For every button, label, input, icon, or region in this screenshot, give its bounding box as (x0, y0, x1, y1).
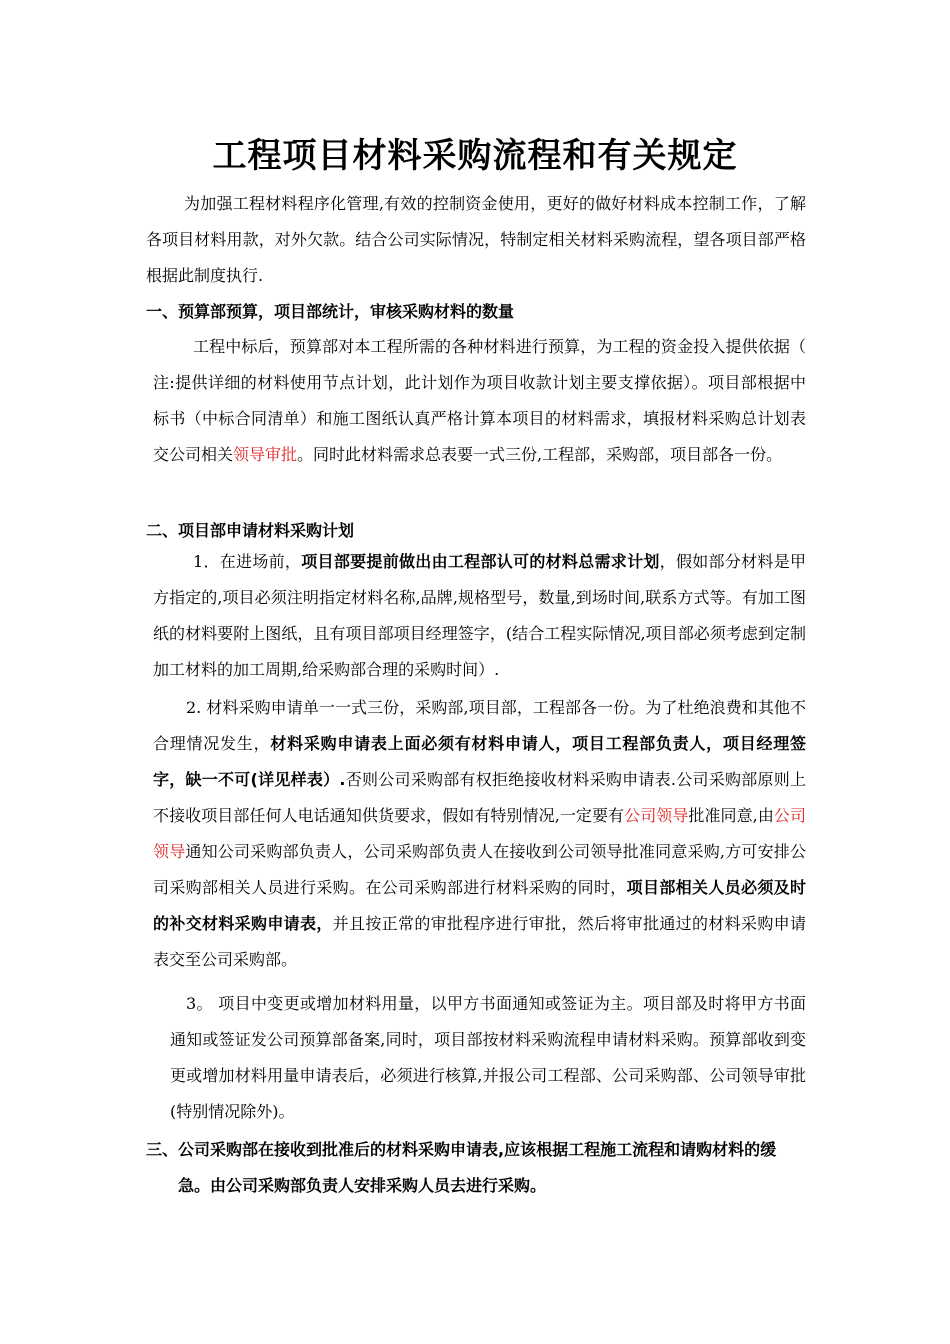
item-2-text-5: 并且按正常的审批程序进行审批，然后将审批通过的材料采购申请表交至公司采购部。 (153, 914, 806, 969)
item-2-text-1: 2. 材料采购申请单一一式三份，采购部,项目部，工程部各一份。为了杜绝浪费和其他不合理情况发生， (153, 698, 806, 753)
item-2-highlight-1: 公司领导 (624, 806, 689, 825)
section-1-text-b: 。同时此材料需求总表要一式三份,工程部，采购部，项目部各一份。 (297, 445, 783, 464)
section-2-item-1 (153, 544, 806, 688)
item-2-text-3: 批准同意,由 (688, 806, 774, 825)
section-2-item-3: 3。 项目中变更或增加材料用量，以甲方书面通知或签证为主。项目部及时将甲方书面通知或签证发公司预算部备案,同时，项目部按材料采购流程申请材料采购。预算部收到变更或增加材料用量申请表后，必须进行核算,并报公司工程部、公司采购部、公司领导审批(特别情况除外)。 (170, 994, 806, 1121)
section-2-heading: 二、项目部申请材料采购计划 (146, 521, 355, 540)
item-2-text-2: 否则公司采购部有权拒绝接收材料采购申请表.公司采购部原则上不接收项目部任何人电话通知供货要求，假如有特别情况,一定要有 (153, 770, 806, 825)
section-1-text-a: 工程中标后，预算部对本工程所需的各种材料进行预算，为工程的资金投入提供依据（ 注:提供详细的材料使用节点计划，此计划作为项目收款计划主要支撑依据）。项目部根据中标书（中标合同清单）和施工图纸认真严格计算本项目的材料需求，填报材料采购总计划表交公司相关 (153, 337, 806, 464)
item-1-rest: ，假如部分材料是甲方指定的,项目必须注明指定材料名称,品牌,规格型号，数量,到场时间,联系方式等。有加工图纸的材料要附上图纸，且有项目部项目经理签字，(结合工程实际情况,项目部必须考虑到定制加工材料的加工周期,给采购部合理的采购时间）. (153, 552, 806, 679)
item-1-bold: 项目部要提前做出由工程部认可的材料总需求计划 (301, 552, 660, 571)
item-2-text-4: 通知公司采购部负责人，公司采购部负责人在接收到公司领导批准同意采购,方可安排公司采购部相关人员进行采购。在公司采购部进行材料采购的同时， (153, 842, 806, 897)
item-2-bold-2: 项目部相关人员必须及时的补交材料采购申请表， (153, 878, 806, 933)
intro-paragraph: 为加强工程材料程序化管理,有效的控制资金使用，更好的做好材料成本控制工作，了解各项目材料用款，对外欠款。结合公司实际情况，特制定相关材料采购流程，望各项目部严格根据此制度执行. (146, 194, 806, 285)
section-3-heading: 三、公司采购部在接收到批准后的材料采购申请表,应该根据工程施工流程和请购材料的缓急。由公司采购部负责人安排采购人员去进行采购。 (146, 1140, 777, 1195)
section-1-paragraph (153, 329, 806, 473)
section-2-item-2 (153, 690, 806, 978)
document-title: 工程项目材料采购流程和有关规定 (212, 136, 738, 176)
item-1-prefix: 1．在进场前， (193, 552, 302, 571)
section-1-highlight: 领导审批 (233, 445, 298, 464)
section-1-heading: 一、预算部预算，项目部统计，审核采购材料的数量 (146, 302, 515, 321)
item-2-bold-1: 材料采购申请表上面必须有材料申请人，项目工程部负责人，项目经理签字，缺一不可(详见样表）. (153, 734, 806, 789)
item-2-highlight-2: 公司领导 (153, 806, 806, 861)
